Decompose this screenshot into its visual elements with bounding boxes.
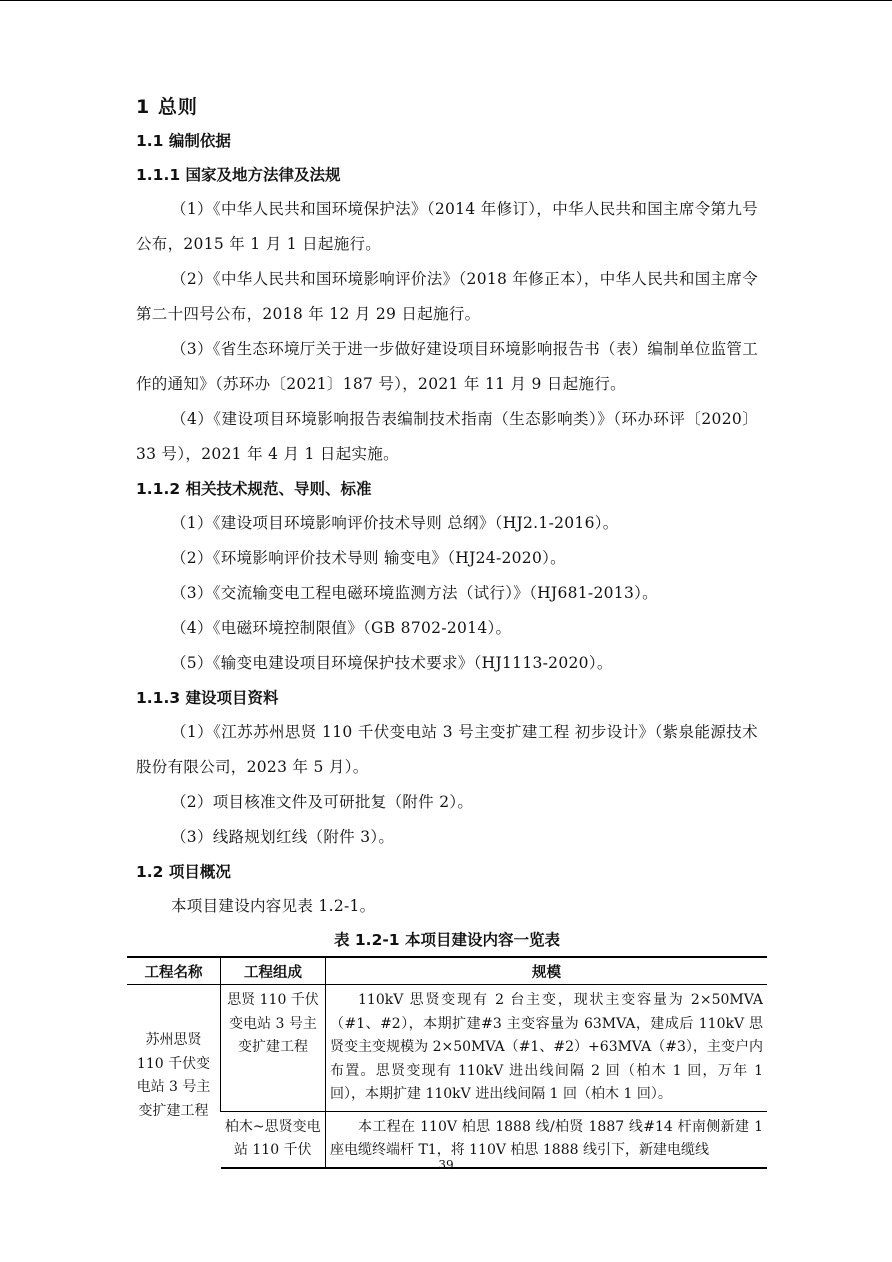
section-heading-1-2: 1.2 项目概况 — [136, 863, 231, 881]
chapter-heading: 1 总则 — [136, 96, 198, 118]
material-item: （3）线路规划红线（附件 3）。 — [171, 828, 395, 846]
table-header-row — [127, 957, 767, 985]
standard-item: （1）《建设项目环境影响评价技术导则 总纲》（HJ2.1-2016）。 — [171, 514, 619, 532]
material-item: （2）项目核准文件及可研批复（附件 2）。 — [171, 793, 474, 811]
table-header-cell: 工程组成 — [221, 957, 326, 985]
project-name-cell: 苏州思贤 110 千伏变电站 3 号主变扩建工程 — [127, 985, 221, 1168]
table-header-cell: 工程名称 — [127, 957, 221, 985]
construction-content-table — [127, 956, 767, 1169]
header-rule — [0, 0, 892, 1]
page-number: 39 — [438, 1158, 454, 1172]
law-item: （1）《中华人民共和国环境保护法》（2014 年修订），中华人民共和国主席令第九号公布，2015 年 1 月 1 日起施行。 — [136, 200, 758, 253]
law-item: （3）《省生态环境厅关于进一步做好建设项目环境影响报告书（表）编制单位监管工作的通知》（苏环办〔2021〕187 号），2021 年 11 月 9 日起施行。 — [136, 340, 759, 393]
section-heading-1-1: 1.1 编制依据 — [136, 132, 231, 150]
law-item: （4）《建设项目环境影响报告表编制技术指南（生态影响类）》（环办环评〔2020〕33 号），2021 年 4 月 1 日起实施。 — [136, 410, 758, 463]
table-caption: 表 1.2-1 本项目建设内容一览表 — [334, 931, 560, 949]
table-row — [127, 985, 767, 1112]
subsection-heading-1-1-2: 1.1.2 相关技术规范、导则、标准 — [136, 480, 372, 498]
scale-cell: 本工程在 110V 柏思 1888 线/柏贤 1887 线#14 杆南侧新建 1 座电缆终端杆 T1，将 110V 柏思 1888 线引下，新建电缆线 — [326, 1111, 768, 1168]
standard-item: （2）《环境影响评价技术导则 输变电》（HJ24-2020）。 — [171, 549, 566, 567]
law-item: （2）《中华人民共和国环境影响评价法》（2018 年修正本），中华人民共和国主席令第二十四号公布，2018 年 12 月 29 日起施行。 — [136, 270, 758, 323]
standard-item: （4）《电磁环境控制限值》（GB 8702-2014）。 — [171, 619, 512, 637]
subsection-heading-1-1-1: 1.1.1 国家及地方法律及法规 — [136, 166, 341, 184]
table-header-cell: 规模 — [326, 957, 768, 985]
material-item: （1）《江苏苏州思贤 110 千伏变电站 3 号主变扩建工程 初步设计》（紫泉能源技术股份有限公司，2023 年 5 月）。 — [136, 723, 758, 776]
subsection-heading-1-1-3: 1.1.3 建设项目资料 — [136, 689, 279, 707]
standard-item: （5）《输变电建设项目环境保护技术要求》（HJ1113-2020）。 — [171, 654, 613, 672]
component-cell: 思贤 110 千伏变电站 3 号主变扩建工程 — [221, 985, 326, 1112]
overview-text: 本项目建设内容见表 1.2-1。 — [171, 897, 376, 915]
component-cell: 柏木~思贤变电站 110 千伏 — [221, 1111, 326, 1168]
scale-cell: 110kV 思贤变现有 2 台主变，现状主变容量为 2×50MVA（#1、#2），本期扩建#3 主变容量为 63MVA，建成后 110kV 思贤变主变规模为 2×50MVA（#1、#2）+63MVA（#3），主变户内布置。思贤变现有 110kV 进出线间隔 2 回（柏木 1 回，万年 1 回），本期扩建 110kV 进出线间隔 1 回（柏木 1 回）。 — [326, 985, 768, 1112]
document-page — [136, 90, 758, 952]
standard-item: （3）《交流输变电工程电磁环境监测方法（试行）》（HJ681-2013）。 — [171, 584, 658, 602]
